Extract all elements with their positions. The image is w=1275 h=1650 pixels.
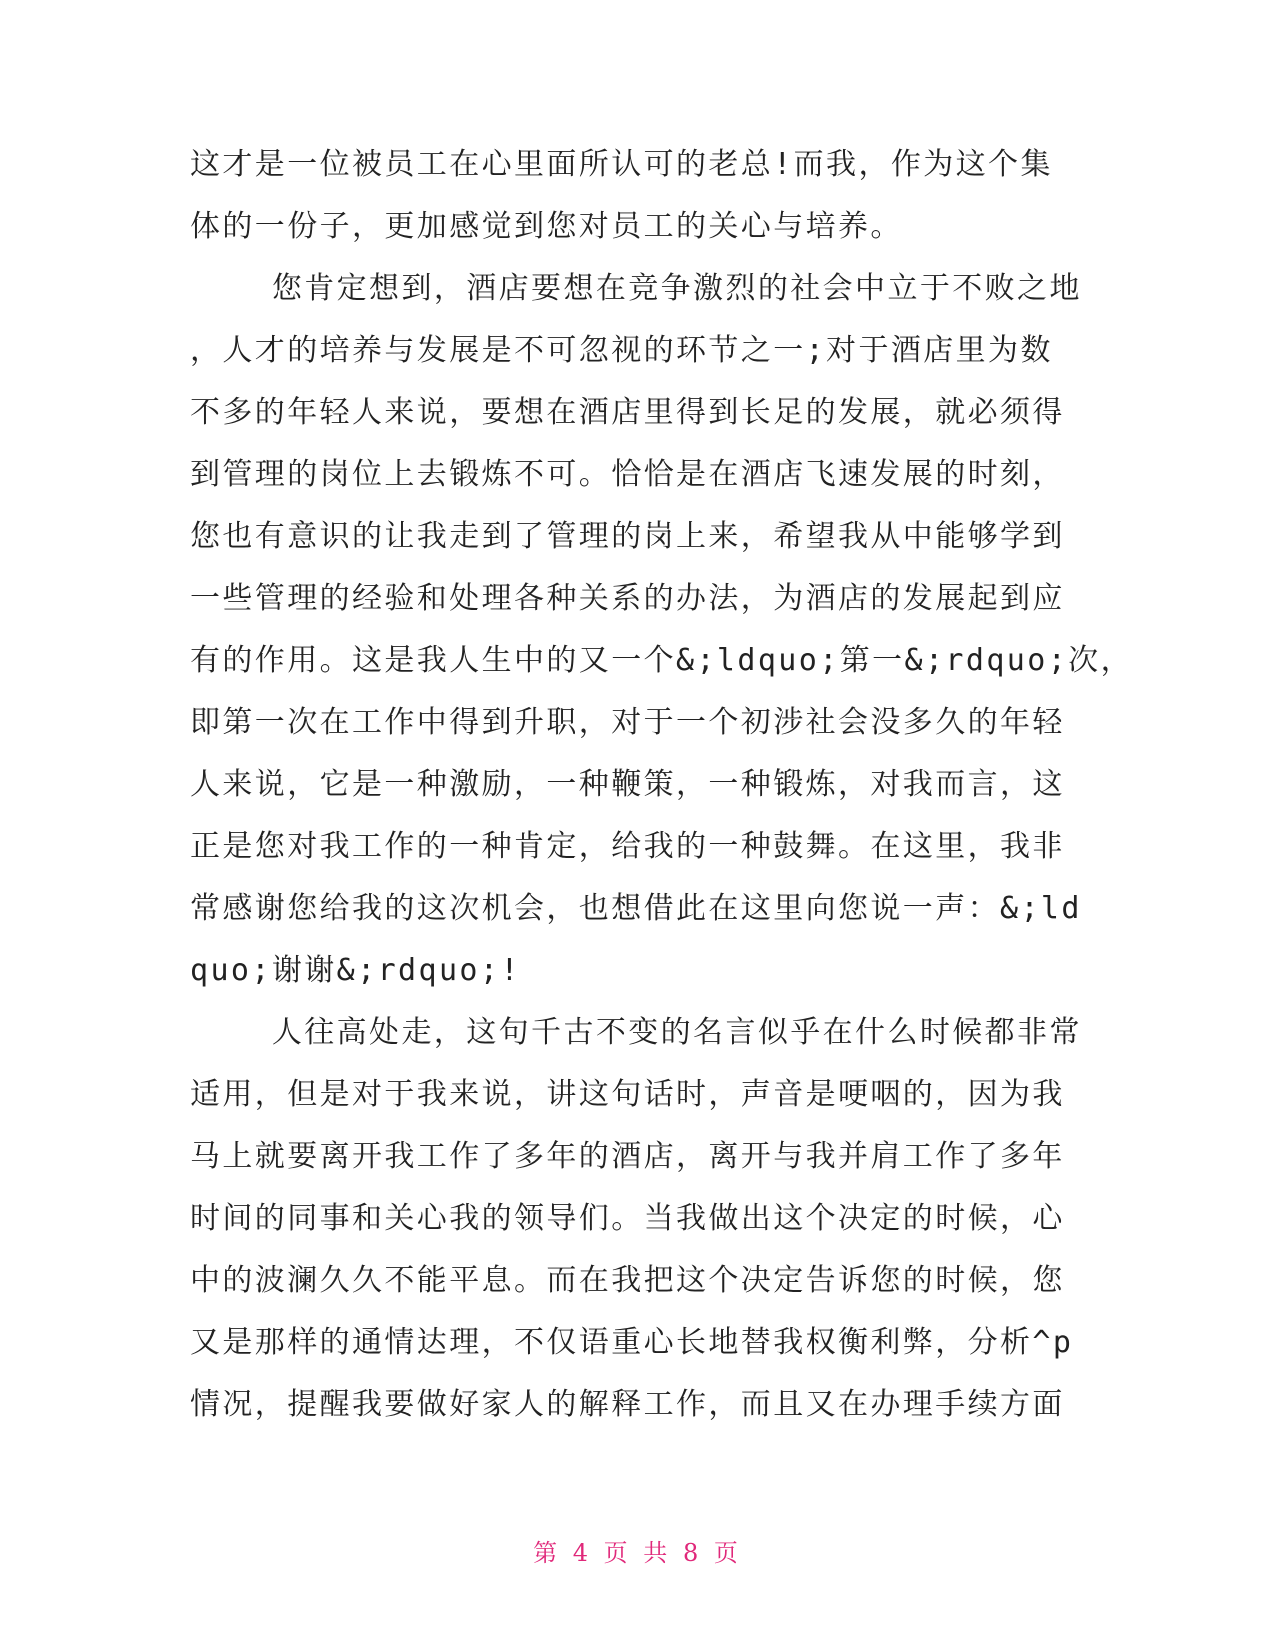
body-text-line: 您也有意识的让我走到了管理的岗上来，希望我从中能够学到 — [190, 519, 1065, 554]
body-text-line: 这才是一位被员工在心里面所认可的老总!而我，作为这个集 — [190, 147, 1053, 182]
body-text-line: 即第一次在工作中得到升职，对于一个初涉社会没多久的年轻 — [190, 705, 1065, 740]
body-text-line: 有的作用。这是我人生中的又一个&;ldquo;第一&;rdquo;次， — [190, 643, 1133, 678]
body-text-line: 不多的年轻人来说，要想在酒店里得到长足的发展，就必须得 — [190, 395, 1065, 430]
body-text-line: quo;谢谢&;rdquo;! — [190, 953, 521, 988]
body-text-line: 又是那样的通情达理，不仅语重心长地替我权衡利弊，分析^p — [190, 1325, 1074, 1360]
body-text-line: 一些管理的经验和处理各种关系的办法，为酒店的发展起到应 — [190, 581, 1065, 616]
body-text-line: 时间的同事和关心我的领导们。当我做出这个决定的时候，心 — [190, 1201, 1065, 1236]
body-text-line: 人往高处走，这句千古不变的名言似乎在什么时候都非常 — [190, 1015, 1082, 1050]
body-text-line: 您肯定想到，酒店要想在竞争激烈的社会中立于不败之地 — [190, 271, 1082, 306]
body-text-line: 正是您对我工作的一种肯定，给我的一种鼓舞。在这里，我非 — [190, 829, 1065, 864]
body-text-line: 马上就要离开我工作了多年的酒店，离开与我并肩工作了多年 — [190, 1139, 1065, 1174]
page-number-footer: 第 4 页 共 8 页 — [533, 1539, 742, 1567]
body-text-line: 常感谢您给我的这次机会，也想借此在这里向您说一声：&;ld — [190, 891, 1082, 926]
body-text-line: 情况，提醒我要做好家人的解释工作，而且又在办理手续方面 — [190, 1387, 1065, 1422]
body-text-line: ，人才的培养与发展是不可忽视的环节之一;对于酒店里为数 — [190, 333, 1053, 368]
body-text-line: 中的波澜久久不能平息。而在我把这个决定告诉您的时候，您 — [190, 1263, 1065, 1298]
body-text-line: 体的一份子，更加感觉到您对员工的关心与培养。 — [190, 209, 903, 244]
body-text-line: 人来说，它是一种激励，一种鞭策，一种锻炼，对我而言，这 — [190, 767, 1065, 802]
body-text-line: 到管理的岗位上去锻炼不可。恰恰是在酒店飞速发展的时刻， — [190, 457, 1065, 492]
body-text-line: 适用，但是对于我来说，讲这句话时，声音是哽咽的，因为我 — [190, 1077, 1065, 1112]
